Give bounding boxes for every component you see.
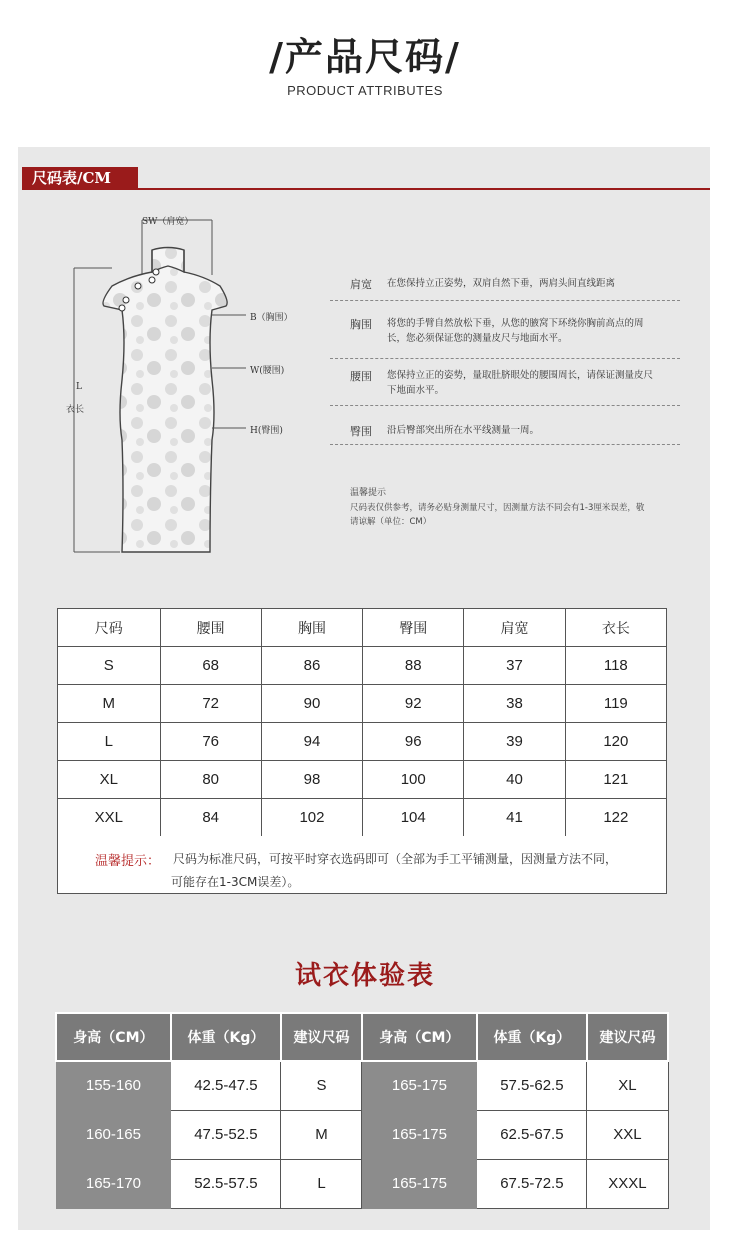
table-cell: 57.5-62.5 — [477, 1061, 587, 1110]
table-cell: XXXL — [587, 1159, 668, 1208]
header-cell: 肩宽 — [464, 609, 565, 647]
dashed-divider — [330, 300, 680, 301]
header-cell: 体重（Kg） — [171, 1013, 281, 1061]
table-row — [58, 761, 667, 799]
dashed-divider — [330, 444, 680, 445]
table-cell: 40 — [464, 761, 565, 799]
header-cell: 臀围 — [363, 609, 464, 647]
table-cell: 165-175 — [362, 1110, 477, 1159]
table-cell: 92 — [363, 685, 464, 723]
note-line-2: 可能存在1-3CM误差）。 — [171, 875, 300, 889]
note-lead: 温馨提示： — [95, 854, 161, 869]
table-cell: M — [281, 1110, 362, 1159]
size-table — [57, 608, 667, 837]
dashed-divider — [330, 405, 680, 406]
measure-desc: 在您保持立正姿势，双肩自然下垂，两肩头间直线距离 — [387, 278, 616, 289]
header-cell: 体重（Kg） — [477, 1013, 587, 1061]
table-cell: 41 — [464, 799, 565, 837]
table-cell: L — [58, 723, 161, 761]
table-cell: 47.5-52.5 — [171, 1110, 281, 1159]
table-cell: 68 — [160, 647, 261, 685]
dress-illustration — [60, 210, 320, 570]
measure-desc: 将您的手臂自然放松下垂，从您的腋窝下环绕你胸前高点的周长，您必须保证您的测量皮尺与地面水平。 — [387, 318, 644, 344]
table-row — [56, 1159, 668, 1208]
header-cell: 建议尺码 — [281, 1013, 362, 1061]
section-divider — [22, 188, 710, 190]
table-cell: 155-160 — [56, 1061, 171, 1110]
table-cell: 94 — [261, 723, 362, 761]
measure-name: 胸围 — [350, 318, 372, 331]
table-cell: 102 — [261, 799, 362, 837]
table-cell: 104 — [363, 799, 464, 837]
table-cell: 52.5-57.5 — [171, 1159, 281, 1208]
table-cell: 98 — [261, 761, 362, 799]
table-cell: XL — [587, 1061, 668, 1110]
size-note-box — [57, 836, 667, 894]
table-cell: 86 — [261, 647, 362, 685]
table-cell: XXL — [58, 799, 161, 837]
table-row — [58, 799, 667, 837]
table-cell: S — [58, 647, 161, 685]
table-cell: 37 — [464, 647, 565, 685]
table-cell: 96 — [363, 723, 464, 761]
note-line-1: 尺码为标准尺码，可按平时穿衣选码即可（全部为手工平铺测量，因测量方法不同， — [173, 852, 618, 866]
table-row — [56, 1061, 668, 1110]
length-label: 衣长 — [66, 405, 85, 415]
table-cell: 39 — [464, 723, 565, 761]
table-cell: L — [281, 1159, 362, 1208]
measure-name: 臀围 — [350, 425, 372, 438]
header-cell: 身高（CM） — [362, 1013, 477, 1061]
tip-title: 温馨提示 — [350, 488, 387, 498]
table-cell: 165-175 — [362, 1061, 477, 1110]
table-cell: 118 — [565, 647, 666, 685]
table-cell: 120 — [565, 723, 666, 761]
table-cell: 122 — [565, 799, 666, 837]
table-cell: 62.5-67.5 — [477, 1110, 587, 1159]
table-cell: 67.5-72.5 — [477, 1159, 587, 1208]
measure-name: 腰围 — [350, 370, 372, 383]
table-cell: 42.5-47.5 — [171, 1061, 281, 1110]
table-row — [58, 685, 667, 723]
page-title: /产品尺码/ — [269, 35, 461, 79]
table-cell: 76 — [160, 723, 261, 761]
header-cell: 身高（CM） — [56, 1013, 171, 1061]
table-row — [56, 1110, 668, 1159]
tip-text: 尺码表仅供参考，请务必贴身测量尺寸，因测量方法不同会有1-3厘米误差，敬请谅解（单位：CM） — [350, 503, 645, 527]
dress-diagram — [60, 210, 320, 570]
table-cell: 38 — [464, 685, 565, 723]
table-cell: 80 — [160, 761, 261, 799]
waist-label: W(腰围) — [250, 366, 285, 376]
table-cell: 72 — [160, 685, 261, 723]
table-cell: 121 — [565, 761, 666, 799]
section-tag: 尺码表/CM — [22, 167, 138, 189]
page-subtitle: PRODUCT ATTRIBUTES — [287, 83, 443, 98]
table-cell: 100 — [363, 761, 464, 799]
table-cell: 165-175 — [362, 1159, 477, 1208]
measure-desc: 您保持立正的姿势，量取肚脐眼处的腰围周长，请保证测量皮尺下地面水平。 — [387, 370, 654, 396]
hip-label: H(臀围) — [250, 426, 283, 436]
shoulder-width-label: SW（肩宽） — [142, 217, 194, 227]
bust-label: B（胸围） — [250, 313, 293, 323]
table-cell: M — [58, 685, 161, 723]
measure-name: 肩宽 — [350, 278, 372, 291]
page-header — [0, 0, 730, 145]
measure-desc: 沿后臀部突出所在水平线测量一周。 — [387, 425, 540, 436]
table-cell: S — [281, 1061, 362, 1110]
fitting-table-header — [56, 1013, 668, 1061]
header-cell: 腰围 — [160, 609, 261, 647]
header-cell: 胸围 — [261, 609, 362, 647]
length-letter-label: L — [76, 382, 82, 392]
table-cell: 84 — [160, 799, 261, 837]
table-row — [58, 647, 667, 685]
header-cell: 衣长 — [565, 609, 666, 647]
table-cell: 160-165 — [56, 1110, 171, 1159]
header-cell: 建议尺码 — [587, 1013, 668, 1061]
table-cell: 119 — [565, 685, 666, 723]
table-row — [58, 723, 667, 761]
table-cell: 165-170 — [56, 1159, 171, 1208]
fitting-table — [55, 1012, 669, 1209]
table-cell: XXL — [587, 1110, 668, 1159]
fitting-title: 试衣体验表 — [294, 961, 435, 991]
table-cell: 90 — [261, 685, 362, 723]
dashed-divider — [330, 358, 680, 359]
size-table-header — [58, 609, 667, 647]
table-cell: XL — [58, 761, 161, 799]
table-cell: 88 — [363, 647, 464, 685]
header-cell: 尺码 — [58, 609, 161, 647]
